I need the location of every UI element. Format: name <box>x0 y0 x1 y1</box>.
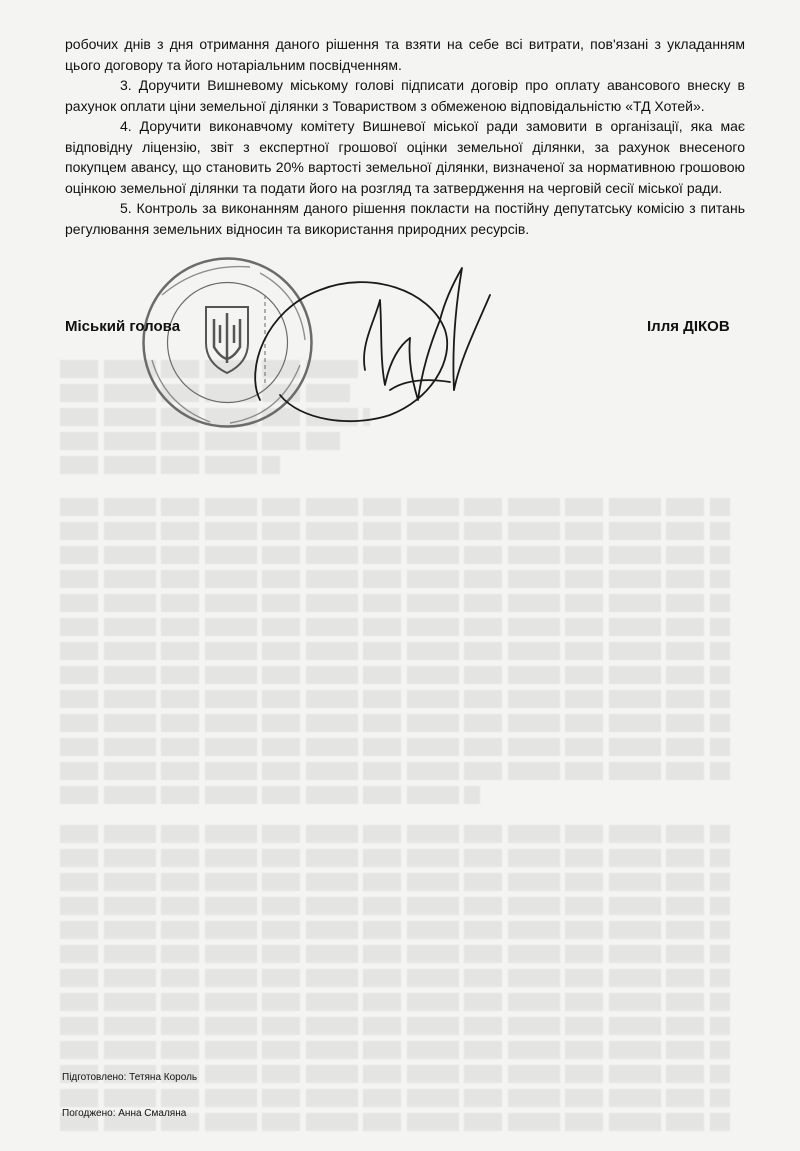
paragraph-item-3: 3. Доручити Вишневому міському голові підписати договір про оплату авансового внеску в рахунок оплати ціни земельної ділянки з Товариством з обмеженою відповідальністю «ТД Хотей». <box>65 77 745 114</box>
handwritten-signature <box>240 250 510 430</box>
bleed-through-middle <box>60 498 730 810</box>
paragraph-item-5: 5. Контроль за виконанням даного рішення покласти на постійну депутатську комісію з питань регулювання земельних відносин та використання природних ресурсів. <box>65 200 745 237</box>
bleed-through-bottom <box>60 825 730 1137</box>
paragraph-item-4: 4. Доручити виконавчому комітету Вишневої міської ради замовити в організації, яка має відповідну ліцензію, звіт з експертної грошової оцінки земельної ділянки, за рахунок внесеного покупцем авансу, що становить 20% вартості земельної ділянки, визначеної за нормативною грошовою оцінкою земельної ділянки та подати його на розгляд та затвердження на черговій сесії міської ради. <box>65 118 745 196</box>
paragraph-continuation: робочих днів з дня отримання даного рішення та взяти на себе всі витрати, пов'язані з укладанням цього договору та його нотаріальним посвідченням. <box>65 36 745 73</box>
trident-icon <box>214 313 240 363</box>
signer-position: Міський голова <box>65 318 181 335</box>
signer-name: Ілля ДІКОВ <box>647 318 730 335</box>
prepared-by: Підготовлено: Тетяна Король <box>62 1072 198 1083</box>
approved-by: Погоджено: Анна Смаляна <box>62 1108 187 1119</box>
decision-body <box>65 34 745 239</box>
